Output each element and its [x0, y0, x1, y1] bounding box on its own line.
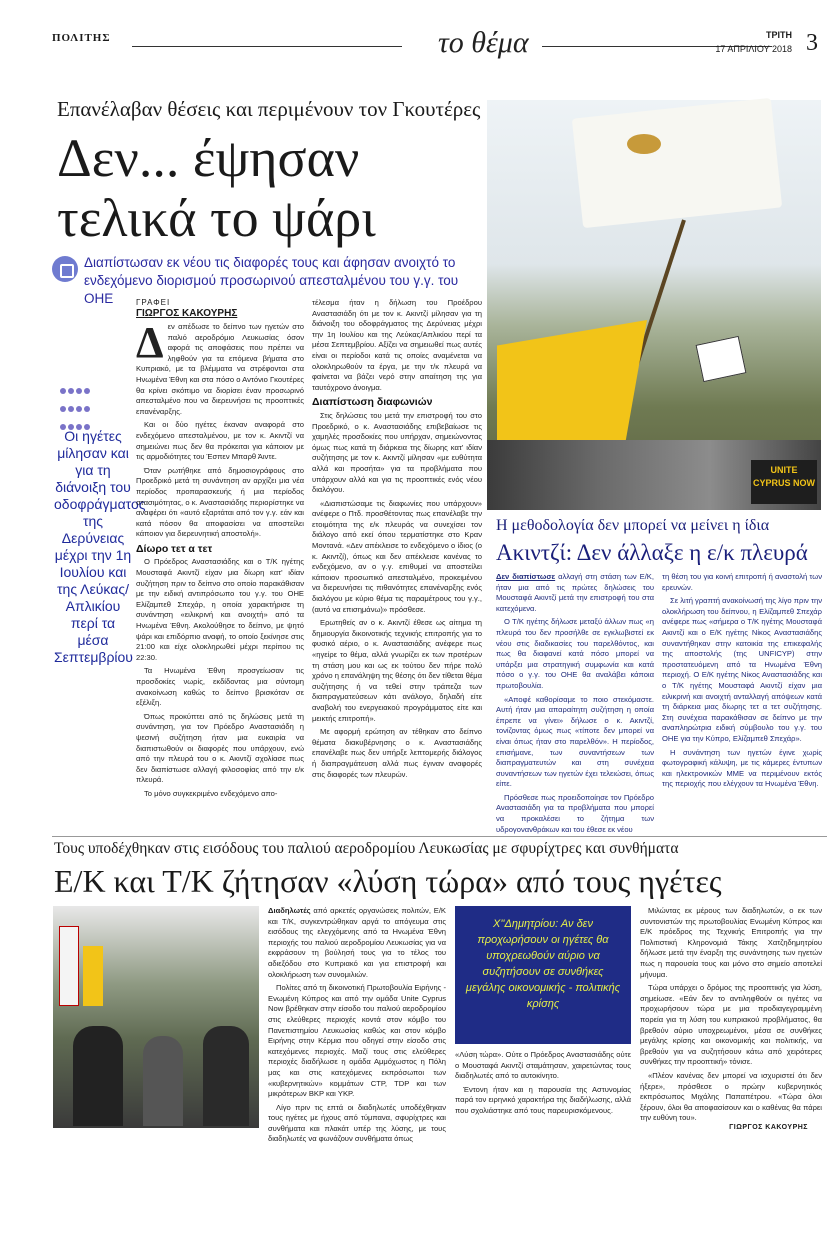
flag-emblem — [627, 134, 661, 154]
paragraph — [496, 572, 654, 614]
paragraph: Στις δηλώσεις του μετά την επιστροφή του στο Προεδρικό, ο κ. Αναστασιάδης επιβεβαίωσε τις χαμηλές προσδοκίες που υπήρχαν, σημειώνοντας όμως πως κατά τη διάρκεια της δίωρης κατ' ιδίαν συζήτησης με τον κ. Ακιντζί μίλησαν «με ευθύτητα αλλά και προσήτα» για τα προβλήματα που υπάρχουν αλλά και για τις προοπτικές ενός νέου διαλόγου. — [312, 410, 482, 495]
section-logo-icon — [52, 256, 78, 282]
paragraph: τέλεσμα ήταν η δήλωση του Προέδρου Αναστασιάδη ότι με τον κ. Ακιντζί μίλησαν για τη διάνοιξη του οδοφράγματος της Δερύνειας μέχρι την 1η Ιουλίου και της Λεύκας/Απλικίου περί τα μέσα Σεπτεμβρίου. Αξίζει να σημειωθεί πως αυτές είναι οι περίοδοι κατά τις οποίες αναμένεται να ολοκληρωθούν τα έργα, με την τ/κ πλευρά να φαίνεται να βάζει νερό στην απαίτηση της για ταυτόχρονο άνοιγμα. — [312, 298, 482, 392]
police-officer — [73, 1026, 123, 1126]
subheading: Διαπίστωση διαφωνιών — [312, 396, 433, 409]
box-article-column-1 — [496, 572, 654, 834]
top-article-column-1 — [136, 318, 304, 822]
paragraph: Τα Ηνωμένα Έθνη προσγείωσαν τις προσδοκίες νωρίς, εκδίδοντας μια σύντομη ανακοίνωση καθώς το δείπνο βρισκόταν σε εξέλιξη. — [136, 666, 304, 708]
paragraph: Και οι δύο ηγέτες έκαναν αναφορά στο ενδεχόμενο απεσταλμένου, με τον κ. Ακιντζί να σημειώνει πως δεν θα πρόκειται για κάποιον με τις αρμοδιότητες του Έσπεν Μπαρθ Άιντε. — [136, 420, 304, 462]
paragraph: Ερωτηθείς αν ο κ. Ακιντζί έθεσε ως αίτημα τη δημιουργία δικοινοτικής τεχνικής επιτροπής για το φυσικό αέριο, ο κ. Αναστασιάδης ανέφερε πως «ηγείρε το θέμα, αλλά γνωρίζει εκ των προτέρων τη στάση μου και ως εκ τούτου δεν πήρε πολύ χρόνο η επανάληψη της θέσης ότι δεν τίθεται θέμα συζήτησης ή να τεθεί στην τράπεζα των διαπραγματεύσεων κάτι ανάλογο, δηλαδή είτε αναβολή του ενεργειακού προγράμματος είτε και μεικτής επιτροπή». — [312, 618, 482, 723]
top-article-headline — [57, 128, 477, 248]
paragraph: εν απέδωσε το δείπνο των ηγετών στο παλιό αεροδρόμιο Λευκωσίας όσον αφορά τις αποφάσεις που πρέπει να ληφθούν για τα επόμενα βήματα στο Κυπριακό, με τα βλέμματα να στρέφονται στα Ηνωμένα Έθνη και στα πόσο ο Αντόνιο Γκουτέρες θα κρίνει σκόπιμο να διορίσει έναν προσωρινό απεσταλμένο που να διερευνήσει τις προοπτικές επανέναρξης. — [136, 322, 304, 416]
paragraph: Ο Τ/Κ ηγέτης δήλωσε μεταξύ άλλων πως «η πλευρά του δεν προσήλθε σε εγκλωβιστεί εκ νέου στις διαδικασίες του παρελθόντος, και πως θα διαφανεί κατά πόσο μπορεί να υπάρξει μια στρατηγική συμφωνία και κατά πόσο ο γ.γ. του ΟΗΕ θα αναλάβει κάποια πρωτοβουλία. — [496, 617, 654, 690]
pull-quote-box: Χ''Δημητρίου: Αν δεν προχωρήσουν οι ηγέτες θα υποχρεωθούν αύριο να συζητήσουν σε συνθήκες μεγάλης οικονομικής - πολιτικής κρίσης — [455, 906, 631, 1044]
white-flag — [572, 98, 782, 228]
lead-text: από αρκετές οργανώσεις πολιτών, Ε/Κ και Τ/Κ, συγκεντρώθηκαν αργά το απόγευμα στις εισόδους της ελεγχόμενης από τα Ηνωμένα Έθνη περιοχής του παλιού αεροδρομίου Λευκωσίας για να εκφράσουν τη βούλησή τους για το τέλος του αδιεξόδου στο Κυπριακό και για επιστροφή και ολοκλήρωση των συνομιλιών. — [268, 906, 446, 979]
paragraph: «Διαπιστώσαμε τις διαφωνίες που υπάρχουν» ανέφερε ο Πτδ. προσθέτοντας πως επανέλαβε την ετοιμότητα της ε/κ πλευράς να συνεχίσει τον διάλογο από εκεί όπου τερματίστηκε στο Κραν Μοντανά. «Δεν απέκλεισε το ενδεχόμενο ο ίδιος (ο κ. Ακιντζί), όπως και δεν απέκλεισε κανένας το ενδεχόμενο, αν ο γ.γ. επιθυμεί να αποστείλει κάποιον προσωπικό απεσταλμένο, προκειμένου να διερευνήσει τις πιθανότητες επανέναρξης ενός διαλόγου με κύριο θέμα τις παραμέτρους του γ.γ., (αυτό να επισημάνω)» πρόσθεσε. — [312, 498, 482, 614]
header-rule-left — [132, 46, 402, 47]
section-title: το θέμα — [438, 26, 529, 59]
paragraph: Με αφορμή ερώτηση αν τέθηκαν στο δείπνο θέματα διακυβέρνησης ο κ. Αναστασιάδης επανέλαβε πως δεν υπήρξε λεπτομερής διάλογος ή διαπραγμάτευση αλλά πως έγιναν αναφορές στις διαφορές των πλευρών. — [312, 727, 482, 779]
protester — [203, 1026, 249, 1126]
bottom-article-column-1 — [268, 906, 446, 1144]
top-article-column-2 — [312, 298, 482, 822]
byline-name: ΓΙΩΡΓΟΣ ΚΑΚΟΥΡΗΣ — [136, 308, 238, 319]
bottom-article-headline: Ε/Κ και Τ/Κ ζήτησαν «λύση τώρα» από τους ηγέτες — [54, 863, 722, 899]
top-article-kicker: Επανέλαβαν θέσεις και περιμένουν τον Γκουτέρες — [57, 97, 481, 121]
paragraph: Λίγο πριν τις επτά οι διαδηλωτές υποδέχθηκαν τους ηγέτες με ήχους από τύμπανα, σφυρίχτρες και συνθήματα και πλακάτ υπέρ της λύσης, με τους διαδηλωτές να φωνάζουν συνθήματα όπως — [268, 1102, 446, 1144]
lead-in: Διαδηλωτές — [268, 906, 311, 915]
box-article-headline: Ακιντζί: Δεν άλλαξε η ε/κ πλευρά — [496, 540, 808, 565]
top-article-lead: Διαπίστωσαν εκ νέου τις διαφορές τους και άφησαν ανοιχτό το ενδεχόμενο διορισμού προσωρινού απεσταλμένου του γ.γ. του ΟΗΕ — [84, 255, 459, 306]
side-pull-quote: Οι ηγέτες μίλησαν και για τη διάνοιξη του οδοφράγματος της Δερύνειας μέχρι την 1η Ιουλίου και της Λεύκας/Απλικίου περί τα μέσα Σεπτεμβρίου — [54, 428, 146, 665]
paragraph: «Λύση τώρα». Ούτε ο Πρόεδρος Αναστασιάδης ούτε ο Μουσταφά Ακιντζί σταμάτησαν, χαιρετώντας τους διαδηλωτές από το αυτοκίνητο. — [455, 1050, 631, 1081]
headline-line-1: Δεν... έψησαν — [57, 128, 360, 188]
paragraph: Πολίτες από τη δικοινοτική Πρωτοβουλία Ειρήνης - Ενωμένη Κύπρος και από την ομάδα Unite Cyprus Now βρέθηκαν στην είσοδο του παλιού αεροδρομίου στις ελεύθερες περιοχές κοντά στον κόμβο του Πανεπιστημίου Λευκωσίας καθώς και στον κόμβο Ειρήνης στην Κέρμια που οδηγεί στην είσοδο στις κατεχόμενες περιοχές. Μαζί τους στις ελεύθερες περιοχές διαδήλωσε η ομάδα Αμμόχωστος η Πόλη μας και στις κατεχόμενες εκπρόσωποι των «κυβερνητικών» κομμάτων CTP, TDP και των μικρότερων BKP και YKP. — [268, 983, 446, 1099]
paragraph: Η συνάντηση των ηγετών έγινε χωρίς φωτογραφική κάλυψη, με τις κάμερες έντυπων και ηλεκτρονικών ΜΜΕ να περιμένουν εκτός της περιοχής που ελέγχουν τα Ηνωμένα Έθνη. — [662, 747, 822, 789]
drop-cap: Δ — [136, 318, 164, 367]
subheading: Δίωρο τετ α τετ — [136, 542, 213, 555]
dots-ornament-icon — [59, 382, 99, 422]
page-number: 3 — [806, 30, 818, 56]
paragraph: Σε λιτή γραπτή ανακοίνωσή της λίγο πριν την ολοκλήρωση του δείπνου, η Ελίζαμπεθ Σπεχάρ ανέφερε πως «σήμερα ο Τ/Κ ηγέτης Μουσταφά Ακιντζί και ο Ε/Κ ηγέτης Νίκος Αναστασιάδης συναντήθηκαν στην κατοικία της επικεφαλής της αποστολής (της UNFICYP) στην προστατευόμενη από τα Ηνωμένα Έθνη περιοχή. Ο Ε/Κ ηγέτης Νίκος Αναστασιάδης και ο Τ/Κ ηγέτης Μουσταφά Ακιντζί είχαν μια ειλικρινή και ανοιχτή ανταλλαγή απόψεων κατά τη διάρκεια μιας δίωρης τετ α τετ συζήτησης. Στη συνέχεια παρακάθισαν σε δείπνο με την αναπληρώτρια ειδική σύμβουλο του γ.γ. του ΟΗΕ για την Κύπρο, Ελίζαμπεθ Σπεχάρ». — [662, 596, 822, 743]
unite-cyprus-sign: UNITE CYPRUS NOW — [751, 460, 817, 504]
protest-placard — [696, 336, 747, 382]
bottom-article-column-2 — [455, 1050, 631, 1130]
banner — [59, 926, 79, 1006]
paragraph: Ο Πρόεδρος Αναστασιάδης και ο Τ/Κ ηγέτης Μουσταφά Ακιντζί είχαν μια δίωρη κατ' ιδίαν συζήτηση πριν το δείπνο στο οποίο παρακάθισαν με την ειδική αντιπρόσωπο του γ.γ. του ΟΗΕ Ελίζαμπεθ Σπεχάρ, η οποία χαρακτήρισε τη συνάντηση «ειλικρινή και ανοιχτή» από τα Ηνωμένα Έθνη. Ακολούθησε το δείπνο, με ψητό ψάρι και επιδόρπιο αναφή, το οποίο ξεκίνησε στις 21:00 και είχε ολοκληρωθεί μέχρι περίπου τις 22:30. — [136, 557, 304, 662]
byline-label: ΓΡΑΦΕΙ — [136, 298, 171, 307]
protest-photo — [487, 100, 821, 510]
paragraph: Έντονη ήταν και η παρουσία της Αστυνομίας παρά τον ειρηνικό χαρακτήρα της διαδήλωσης, αλλά που σχολιάστηκε από τους παρευρισκόμενους. — [455, 1084, 631, 1115]
bottom-byline: ΓΙΩΡΓΟΣ ΚΑΚΟΥΡΗΣ — [729, 1124, 808, 1131]
box-article-kicker: Η μεθοδολογία δεν μπορεί να μείνει η ίδια — [496, 517, 770, 534]
issue-day: ΤΡΙΤΗ — [766, 30, 792, 40]
paragraph: Το μόνο συγκεκριμένο ενδεχόμενο απο- — [144, 788, 278, 798]
lead-in: Δεν διαπίστωσε — [496, 572, 556, 581]
bottom-article-kicker: Τους υποδέχθηκαν στις εισόδους του παλιού αεροδρομίου Λευκωσίας με σφυρίχτρες και συνθήματα — [54, 840, 679, 857]
paragraph: «Πλέον κανένας δεν μπορεί να ισχυριστεί ότι δεν ήξερε», πρόσθεσε ο πρώην κυβερνητικός εκπρόσωπος Μιχάλης Παπαπέτρου. «Τώρα όλοι ξέρουν, όλοι θα αποφασίσουν και ο καθένας θα πάρει την ευθύνη του». — [640, 1070, 822, 1123]
protester — [143, 1036, 183, 1126]
section-divider — [52, 836, 827, 837]
page-header — [52, 28, 822, 62]
issue-date: 17 ΑΠΡΙΛΙΟΥ 2018 — [715, 44, 792, 54]
paragraph — [268, 906, 446, 980]
box-article-column-2 — [662, 572, 822, 828]
headline-line-2: τελικά το ψάρι — [57, 188, 376, 248]
paragraph: Πρόσθεσε πως προειδοποίησε τον Πρόεδρο Αναστασιάδη για τα προβλήματα που μπορεί να προκαλέσει το ζήτημα των υδρογονανθράκων και του έθεσε εκ νέου — [496, 792, 654, 834]
paragraph: Μιλώντας εκ μέρους των διαδηλωτών, ο εκ των συντονιστών της πρωτοβουλίας Ενωμένη Κύπρος και Ε/Κ πρόεδρος της Τεχνικής Επιτροπής για την Πολιτιστική Κληρονομιά Τάκης Χατζηδημητρίου δήλωσε μετά την έναρξη της συνάντησης των ηγετών πως η παρουσία τους και μόνο στο σημείο αποτελεί μήνυμα. — [640, 906, 822, 979]
demonstrators-photo — [53, 906, 259, 1128]
paragraph: «Αποφέ καθορίσαμε το ποιο στεκόμαστε. Αυτή ήταν μια απαραίτητη συζήτηση η οποία έπρεπε να γίνει» δήλωσε ο κ. Ακιντζί, τονίζοντας όμως πως «τίποτε δεν μπορεί να είναι όπως ήταν στο παρελθόν». Η περίοδος, επισήμανε, των συναντήσεων των διαπραγματευτών και στη συνέχεια συναντήσεων των ηγετών έχει τελειώσει, όπως είπε. — [496, 694, 654, 789]
paragraph: τη θέση του για κοινή επιτροπή ή αναστολή των ερευνών. — [662, 572, 822, 592]
paragraph: Όταν ρωτήθηκε από δημοσιογράφους στο Προεδρικό μετά τη συνάντηση αν αρχίζει μια νέα περίοδος προπαρασκευής ή μια περίοδος στασιμότητας, ο κ. Αναστασιάδης περιορίστηκε να αναφέρει ότι «αυτό εξαρτάται από τον γ.γ. εάν και κατά πόσον θα αποφασίσει να αποστείλει κάποιον για διερευνητική αποστολή». — [136, 465, 304, 539]
lead-text: αλλαγή στη στάση των Ε/Κ, ήταν μια από τις πρώτες δηλώσεις του Μουσταφά Ακιντζί μετά την επιστροφή του στα κατεχόμενα. — [496, 572, 654, 613]
bottom-article-column-3 — [640, 906, 822, 1123]
paragraph: Όπως προκύπτει από τις δηλώσεις μετά τη συνάντηση, για τον Πρόεδρο Αναστασιάδη η ψεσινή συζήτηση ήταν μια ευκαιρία να διαπιστωθούν οι διαφορές που υπάρχουν, ενώ από την πλευρά του ο κ. Ακιντζί σχολίασε πως δεν διαπίστωσε αλλαγή φιλοσοφίας από την ε/κ πλευρά. — [136, 711, 304, 785]
paragraph: Τώρα υπάρχει ο δρόμος της προοπτικής για λύση, σημείωσε. «Εάν δεν το αντιληφθούν οι ηγέτες να προχωρήσουν τώρα με μια προδιαγεγραμμένη πορεία για τη λύση του κυπριακού προβλήματος, θα βρεθούν αύριο υποχρεωμένοι, μέσα σε συνθήκες μεγάλης κρίσης και οικονομικής και πολιτικής, να βρεθούν για να συζητήσουν κάτω από χειρότερες συνθήκες την προοπτική» τόνισε. — [640, 983, 822, 1067]
yellow-flag — [83, 946, 103, 1006]
newspaper-name: ΠΟΛΙΤΗΣ — [52, 32, 111, 44]
